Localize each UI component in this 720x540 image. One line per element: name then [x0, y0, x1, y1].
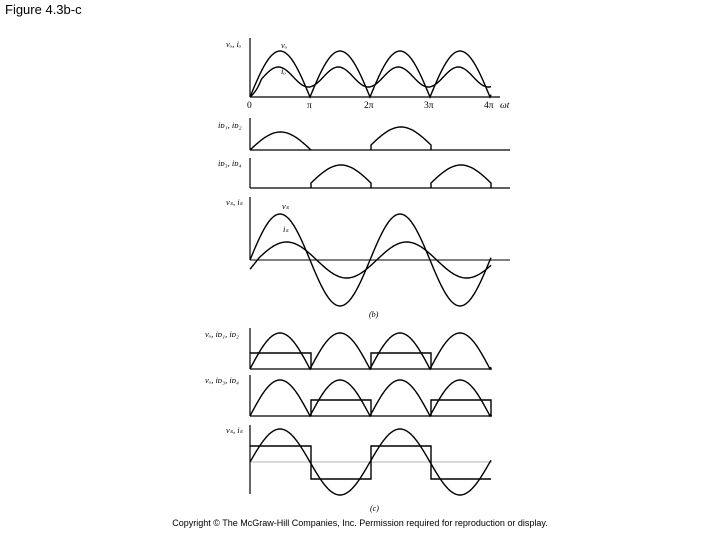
panel2-ylabel: iᴅ₁, iᴅ₂ [218, 120, 242, 130]
panel1-io-label: iₒ [281, 66, 286, 76]
tick-0: 0 [247, 101, 252, 111]
panel5-ylabel: vₒ, iᴅ₁, iᴅ₂ [205, 329, 239, 339]
panel4-is-label: iₛ [283, 224, 289, 234]
panel4-vs-label: vₛ [282, 201, 289, 211]
panel-vs-is [226, 197, 510, 319]
output-voltage-curve [250, 51, 491, 97]
panel1-ylabel: vₒ, iₒ [226, 39, 242, 49]
copyright-notice: Copyright © The McGraw-Hill Companies, Inc. Permission required for reproduction or display. [172, 518, 548, 528]
panel6-diode-current-pulses [311, 400, 491, 416]
caption-c: (c) [370, 504, 379, 513]
panel-id3-id4 [218, 158, 510, 188]
panel5-diode-current-pulses [250, 353, 431, 369]
slide-title: Figure 4.3b-c [5, 2, 82, 17]
panel-id1-id2 [218, 118, 510, 150]
output-current-curve [250, 67, 491, 97]
tick-4pi: 4π [484, 101, 494, 111]
panel7-source-current-square-wave [250, 446, 491, 479]
panel-vo-io [226, 38, 510, 111]
diode-d1-d2-current-curve [250, 127, 431, 150]
panel3-ylabel: iᴅ₃, iᴅ₄ [218, 158, 242, 168]
panel7-ylabel: vₛ, iₛ [226, 425, 243, 435]
x-axis-label-omega-t: ωt [500, 101, 510, 111]
diode-d3-d4-current-curve [311, 165, 491, 188]
tick-3pi: 3π [424, 101, 434, 111]
tick-pi: π [307, 101, 312, 111]
tick-2pi: 2π [364, 101, 374, 111]
caption-b: (b) [369, 310, 379, 319]
panel1-vo-label: vₒ [281, 40, 288, 50]
panel-c-vo-id3-id4 [205, 375, 492, 416]
panel-c-vs-is [226, 425, 492, 513]
panel6-ylabel: vₒ, iᴅ₃, iᴅ₄ [205, 375, 239, 385]
panel4-ylabel: vₛ, iₛ [226, 197, 243, 207]
panel-c-vo-id1-id2 [205, 328, 492, 369]
